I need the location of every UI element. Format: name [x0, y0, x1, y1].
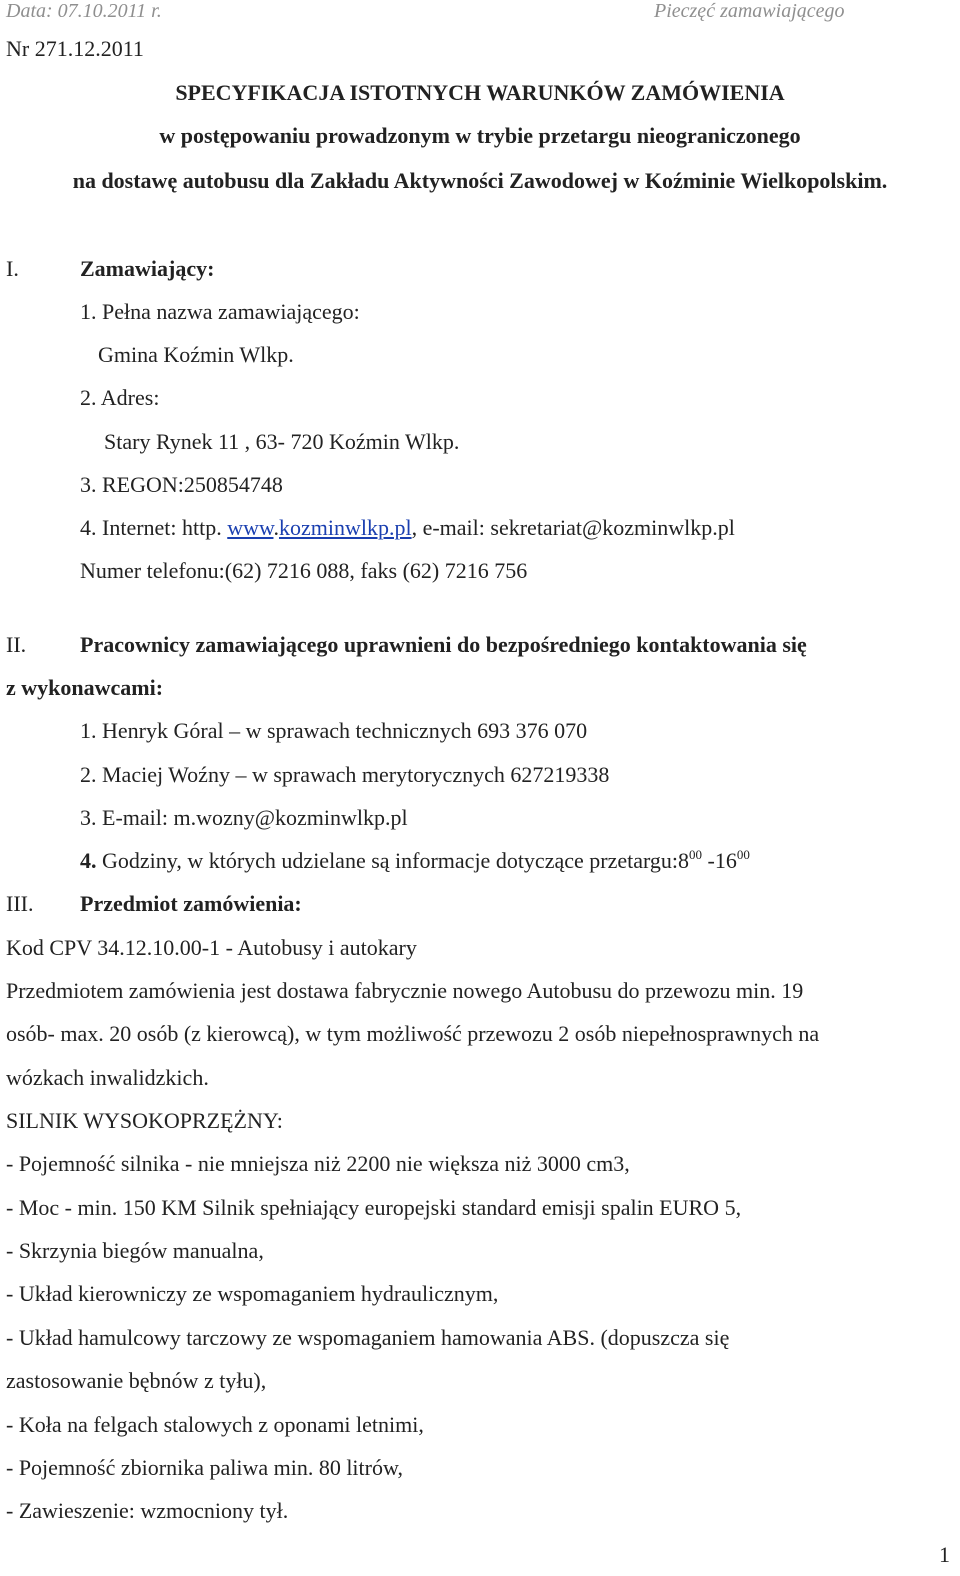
list-item: 3. E-mail: m.wozny@kozminwlkp.pl: [80, 805, 408, 830]
spec-item: - Koła na felgach stalowych z oponami letnimi,: [6, 1412, 424, 1437]
document-title: SPECYFIKACJA ISTOTNYCH WARUNKÓW ZAMÓWIENIA: [175, 80, 785, 105]
list-item: [80, 848, 750, 874]
website-link[interactable]: kozminwlkp.pl: [278, 515, 412, 540]
document-subtitle: w postępowaniu prowadzonym w trybie przetargu nieograniczonego: [159, 123, 801, 148]
spec-item: - Zawieszenie: wzmocniony tył.: [6, 1498, 289, 1523]
spec-item: zastosowanie bębnów z tyłu),: [6, 1368, 267, 1393]
section-heading: Pracownicy zamawiającego uprawnieni do bezpośredniego kontaktowania się: [80, 632, 807, 657]
list-item: 1. Pełna nazwa zamawiającego:: [80, 299, 360, 324]
link-dot: .: [273, 515, 279, 540]
document-date: Data: 07.10.2011 r.: [6, 0, 162, 22]
section-numeral: II.: [6, 632, 27, 657]
email-text: , e-mail: sekretariat@kozminwlkp.pl: [411, 515, 735, 540]
section-heading-cont: z wykonawcami:: [6, 675, 164, 700]
list-item: 1. Henryk Góral – w sprawach technicznych 693 376 070: [80, 718, 588, 743]
document-number: Nr 271.12.2011: [6, 36, 144, 61]
hours-text-2: -16: [702, 848, 737, 873]
spec-item: - Pojemność silnika - nie mniejsza niż 2200 nie większa niż 3000 cm3,: [6, 1151, 630, 1176]
stamp-label: Pieczęć zamawiającego: [654, 0, 845, 22]
phone-fax-line: Numer telefonu:(62) 7216 088, faks (62) 7216 756: [80, 558, 528, 583]
document-subtitle-2: na dostawę autobusu dla Zakładu Aktywności Zawodowej w Koźminie Wielkopolskim.: [72, 168, 888, 193]
list-item: 3. REGON:250854748: [80, 472, 283, 497]
list-item: 2. Maciej Woźny – w sprawach merytorycznych 627219338: [80, 762, 610, 787]
description-line: osób- max. 20 osób (z kierowcą), w tym możliwość przewozu 2 osób niepełnosprawnych na: [6, 1021, 820, 1046]
engine-heading: SILNIK WYSOKOPRZĘŻNY:: [6, 1108, 283, 1133]
spec-item: - Skrzynia biegów manualna,: [6, 1238, 264, 1263]
list-item: 2. Adres:: [80, 385, 160, 410]
spec-item: - Układ hamulcowy tarczowy ze wspomaganiem hamowania ABS. (dopuszcza się: [6, 1325, 730, 1350]
cpv-code: Kod CPV 34.12.10.00-1 - Autobusy i autokary: [6, 935, 417, 960]
list-number: 4.: [80, 848, 97, 873]
hours-sup-2: 00: [736, 847, 750, 862]
spec-item: - Układ kierowniczy ze wspomaganiem hydraulicznym,: [6, 1281, 499, 1306]
hours-text: Godziny, w których udzielane są informacje dotyczące przetargu:8: [96, 848, 690, 873]
description-line: Przedmiotem zamówienia jest dostawa fabrycznie nowego Autobusu do przewozu min. 19: [6, 978, 804, 1003]
spec-item: - Moc - min. 150 KM Silnik spełniający europejski standard emisji spalin EURO 5,: [6, 1195, 742, 1220]
section-numeral: III.: [6, 891, 34, 916]
website-link-www[interactable]: www: [227, 515, 274, 540]
hours-sup: 00: [689, 847, 703, 862]
section-numeral: I.: [6, 256, 19, 281]
internet-label: 4. Internet: http.: [80, 515, 228, 540]
section-heading: Przedmiot zamówienia:: [80, 891, 302, 916]
spec-item: - Pojemność zbiornika paliwa min. 80 litrów,: [6, 1455, 403, 1480]
list-item-value: Gmina Koźmin Wlkp.: [98, 342, 294, 367]
page-number: 1: [939, 1542, 950, 1567]
section-heading: Zamawiający:: [80, 256, 215, 281]
list-item-value: Stary Rynek 11 , 63- 720 Koźmin Wlkp.: [104, 429, 460, 454]
list-item: [80, 515, 735, 541]
description-line: wózkach inwalidzkich.: [6, 1065, 209, 1090]
